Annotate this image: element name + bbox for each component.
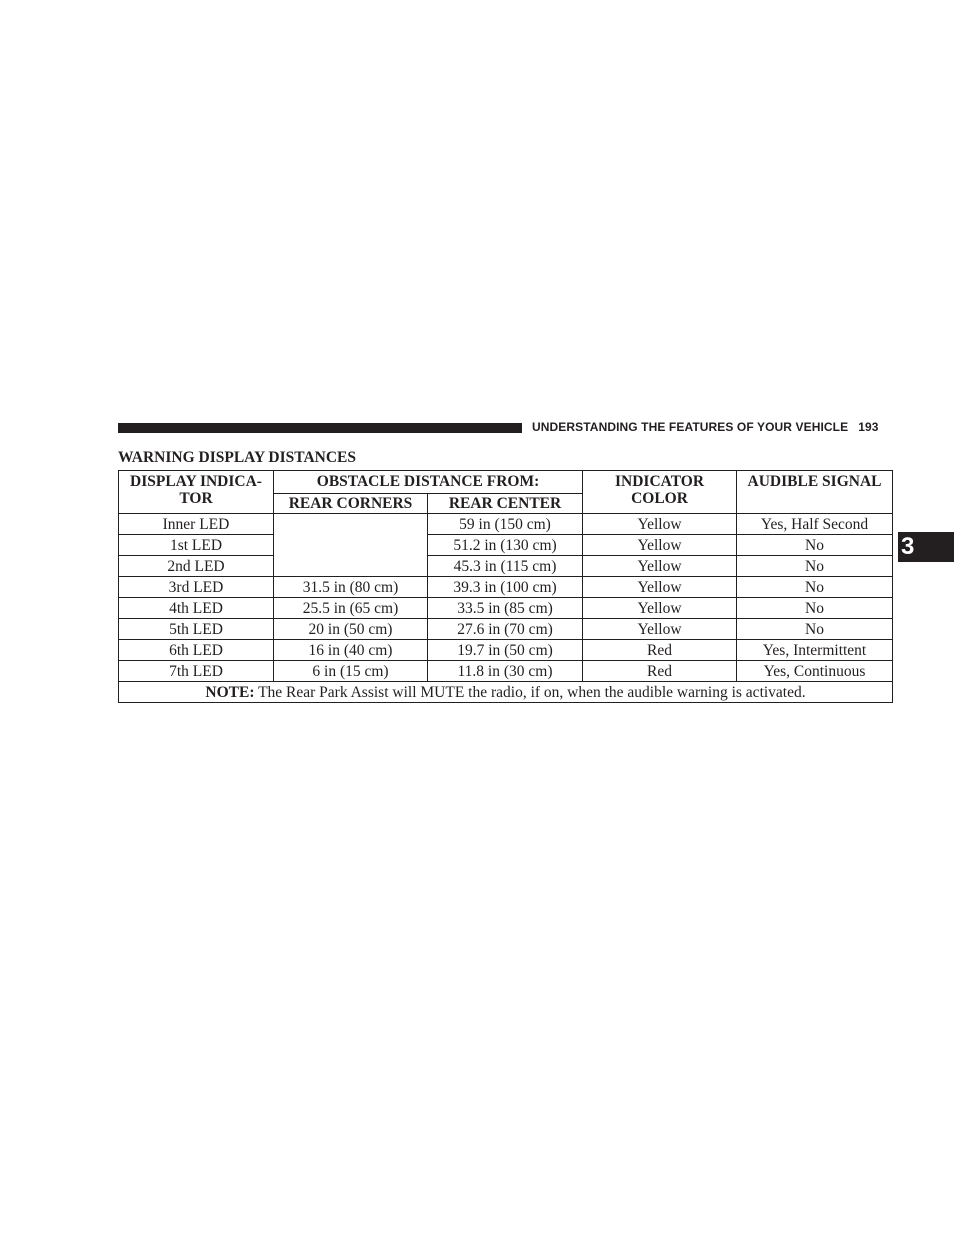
cell-indicator: 6th LED [119,640,274,661]
cell-indicator: 4th LED [119,598,274,619]
header-rule-bar [118,423,522,433]
cell-center: 27.6 in (70 cm) [428,619,583,640]
table-row [119,577,893,598]
cell-corners: 31.5 in (80 cm) [274,577,428,598]
cell-color: Red [583,661,737,682]
cell-audible: No [737,535,893,556]
cell-corners: 6 in (15 cm) [274,661,428,682]
header-obstacle-distance: OBSTACLE DISTANCE FROM: [274,471,583,494]
cell-color: Yellow [583,514,737,535]
table-row [119,619,893,640]
cell-color: Red [583,640,737,661]
header-audible-signal: AUDIBLE SIGNAL [737,471,893,514]
table-note-row [119,682,893,703]
cell-center: 39.3 in (100 cm) [428,577,583,598]
running-header [532,420,892,434]
cell-color: Yellow [583,598,737,619]
running-title: UNDERSTANDING THE FEATURES OF YOUR VEHICLE [532,420,849,434]
cell-indicator: 3rd LED [119,577,274,598]
cell-audible: No [737,556,893,577]
section-title: WARNING DISPLAY DISTANCES [118,449,357,466]
cell-indicator: Inner LED [119,514,274,535]
table-row [119,556,893,577]
table-row [119,598,893,619]
table-row [119,535,893,556]
cell-audible: No [737,619,893,640]
note-text: The Rear Park Assist will MUTE the radio, if on, when the audible warning is activated. [254,683,806,701]
cell-corners: 16 in (40 cm) [274,640,428,661]
cell-corners-empty [274,514,428,577]
cell-color: Yellow [583,577,737,598]
cell-color: Yellow [583,619,737,640]
header-rear-corners: REAR CORNERS [274,494,428,514]
cell-center: 33.5 in (85 cm) [428,598,583,619]
table-row [119,661,893,682]
cell-corners: 25.5 in (65 cm) [274,598,428,619]
cell-center: 19.7 in (50 cm) [428,640,583,661]
warning-distances-table [118,470,893,703]
cell-indicator: 7th LED [119,661,274,682]
cell-corners: 20 in (50 cm) [274,619,428,640]
header-display-indicator: DISPLAY INDICA- TOR [119,471,274,514]
cell-indicator: 5th LED [119,619,274,640]
table-row [119,640,893,661]
cell-indicator: 1st LED [119,535,274,556]
cell-audible: No [737,577,893,598]
header-rear-center: REAR CENTER [428,494,583,514]
chapter-tab: 3 [898,532,954,562]
cell-indicator: 2nd LED [119,556,274,577]
note-label: NOTE: [205,683,255,701]
cell-color: Yellow [583,535,737,556]
table-row [119,514,893,535]
table-note [119,682,893,703]
header-indicator-color: INDICATOR COLOR [583,471,737,514]
cell-audible: Yes, Half Second [737,514,893,535]
cell-center: 59 in (150 cm) [428,514,583,535]
cell-audible: Yes, Intermittent [737,640,893,661]
cell-center: 51.2 in (130 cm) [428,535,583,556]
cell-color: Yellow [583,556,737,577]
cell-center: 45.3 in (115 cm) [428,556,583,577]
page-number: 193 [858,420,879,434]
cell-audible: No [737,598,893,619]
cell-audible: Yes, Continuous [737,661,893,682]
cell-center: 11.8 in (30 cm) [428,661,583,682]
